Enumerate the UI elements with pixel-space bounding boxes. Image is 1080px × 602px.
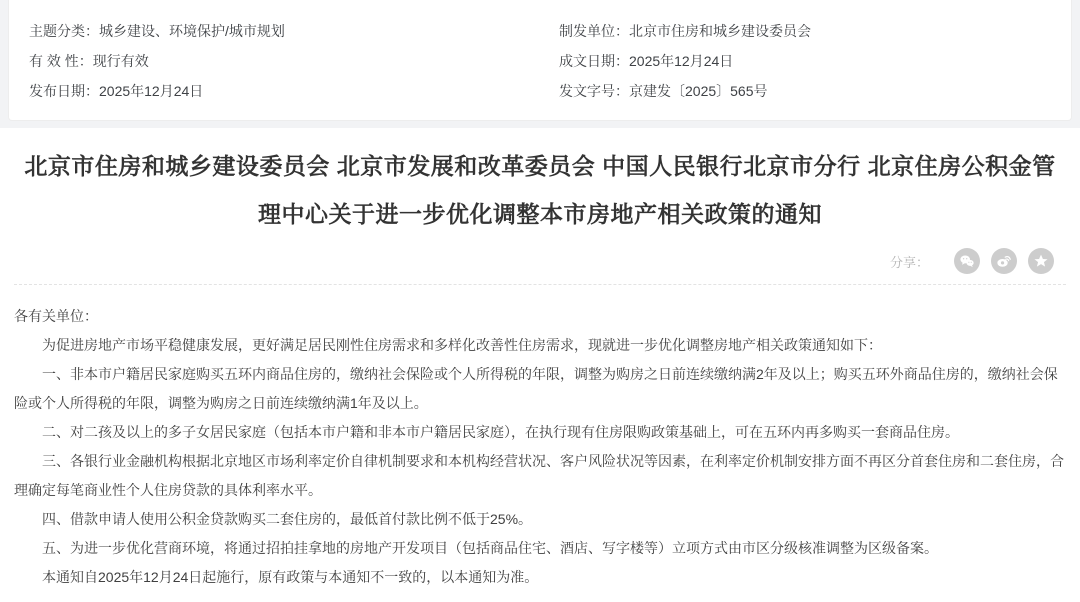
meta-row-publish-date — [29, 76, 540, 106]
meta-label: 发文字号： — [559, 83, 629, 99]
body-paragraph-item-1: 一、非本市户籍居民家庭购买五环内商品住房的，缴纳社会保险或个人所得税的年限，调整为购房之日前连续缴纳满2年及以上；购买五环外商品住房的，缴纳社会保险或个人所得税的年限，调整为购房之日前连续缴纳满1年及以上。 — [14, 366, 1058, 411]
meta-label: 主题分类： — [29, 23, 99, 39]
meta-value: 2025年12月24日 — [629, 53, 734, 69]
body-paragraph-item-3: 三、各银行业金融机构根据北京地区市场利率定价自律机制要求和本机构经营状况、客户风险状况等因素，在利率定价机制安排方面不再区分首套住房和二套住房，合理确定每笔商业性个人住房贷款的具体利率水平。 — [14, 453, 1064, 498]
meta-row-subject-category — [29, 16, 540, 46]
body-paragraph-intro: 为促进房地产市场平稳健康发展，更好满足居民刚性住房需求和多样化改善性住房需求，现就进一步优化调整房地产相关政策通知如下： — [42, 337, 882, 353]
meta-row-document-number — [559, 76, 1051, 106]
body-paragraph-item-2: 二、对二孩及以上的多子女居民家庭（包括本市户籍和非本市户籍居民家庭），在执行现有住房限购政策基础上，可在五环内再多购买一套商品住房。 — [42, 424, 959, 440]
meta-value: 现行有效 — [92, 53, 149, 69]
document-title: 北京市住房和城乡建设委员会 北京市发展和改革委员会 中国人民银行北京市分行 北京住房公积金管理中心关于进一步优化调整本市房地产相关政策的通知 — [24, 153, 1056, 227]
document-body — [14, 302, 1066, 592]
wechat-share-icon[interactable] — [954, 248, 980, 274]
document-meta-panel — [8, 0, 1072, 121]
share-toolbar — [14, 246, 1054, 276]
body-paragraph-effective-date: 本通知自2025年12月24日起施行，原有政策与本通知不一致的，以本通知为准。 — [42, 569, 539, 585]
meta-label: 发布日期： — [29, 83, 99, 99]
meta-column-right — [540, 16, 1051, 106]
meta-row-written-date — [559, 46, 1051, 76]
weibo-share-icon[interactable] — [991, 248, 1017, 274]
meta-value: 京建发〔2025〕565号 — [629, 83, 768, 99]
meta-row-validity — [29, 46, 540, 76]
meta-label: 成文日期： — [559, 53, 629, 69]
meta-label: 制发单位： — [559, 23, 629, 39]
section-gap — [0, 121, 1080, 128]
body-paragraph-item-5: 五、为进一步优化营商环境，将通过招拍挂拿地的房地产开发项目（包括商品住宅、酒店、写字楼等）立项方式由市区分级核准调整为区级备案。 — [42, 540, 938, 556]
share-label: 分享： — [889, 254, 929, 270]
meta-value: 城乡建设、环境保护/城市规划 — [99, 23, 285, 39]
meta-label: 有 效 性： — [29, 53, 93, 69]
body-paragraph-item-4: 四、借款申请人使用公积金贷款购买二套住房的，最低首付款比例不低于25%。 — [42, 511, 533, 527]
document-content-panel — [0, 128, 1080, 602]
meta-value: 北京市住房和城乡建设委员会 — [629, 23, 811, 39]
share-body-divider — [14, 284, 1066, 285]
meta-row-issuing-unit — [559, 16, 1051, 46]
salutation-line: 各有关单位： — [14, 308, 98, 324]
meta-value: 2025年12月24日 — [99, 83, 204, 99]
meta-column-left — [29, 16, 540, 106]
favorite-star-icon[interactable] — [1028, 248, 1054, 274]
